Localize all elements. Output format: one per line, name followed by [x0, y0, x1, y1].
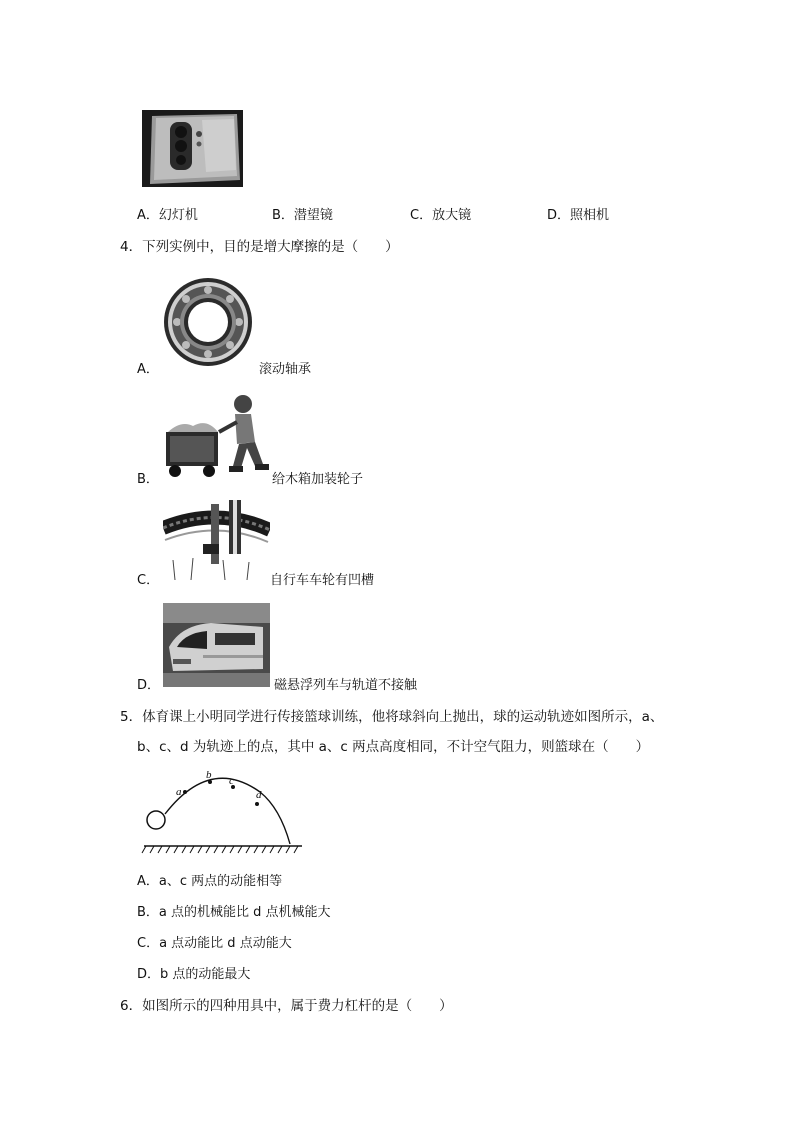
q4-option-d-caption: 磁悬浮列车与轨道不接触	[274, 678, 418, 693]
q3-option-c: C．放大镜	[410, 208, 472, 223]
q4-option-b-letter: B．	[137, 472, 159, 487]
bicycle-wheel-image	[163, 500, 270, 583]
q5-option-a: A．a、c 两点的动能相等	[137, 874, 283, 889]
trajectory-curve	[165, 778, 290, 844]
q5-option-d: D．b 点的动能最大	[137, 967, 251, 982]
q5-option-c: C．a 点动能比 d 点动能大	[137, 936, 292, 951]
q5-stem-line-1: 5．体育课上小明同学进行传接篮球训练，他将球斜向上抛出，球的运动轨迹如图所示，a、	[120, 709, 664, 725]
phone-camera-photo	[142, 110, 243, 187]
box-with-wheels-image	[163, 392, 273, 480]
label-d: d	[256, 789, 262, 801]
q5-stem-line-2: b、c、d 为轨迹上的点，其中 a、c 两点高度相同，不计空气阻力，则篮球在（ ）	[137, 739, 650, 755]
ball-bearing-image	[160, 276, 256, 368]
ground-hatching	[142, 846, 298, 853]
q4-option-c-letter: C．	[137, 573, 160, 588]
q5-option-b: B．a 点的机械能比 d 点机械能大	[137, 905, 331, 920]
label-b: b	[206, 769, 212, 781]
point-a	[183, 790, 187, 794]
basketball	[147, 811, 165, 829]
label-c: c	[229, 775, 234, 787]
q4-stem: 4．下列实例中，目的是增大摩擦的是（ ）	[120, 239, 399, 255]
q4-option-b-caption: 给木箱加装轮子	[272, 472, 364, 487]
q3-option-a: A．幻灯机	[137, 208, 198, 223]
q4-option-a-caption: 滚动轴承	[259, 362, 312, 377]
basketball-trajectory-figure	[140, 768, 308, 858]
label-a: a	[176, 786, 182, 798]
q4-option-d-letter: D．	[137, 678, 161, 693]
maglev-train-image	[163, 603, 270, 687]
q3-option-d: D．照相机	[547, 208, 610, 223]
q4-option-c-caption: 自行车车轮有凹槽	[270, 573, 375, 588]
q3-option-b: B．潜望镜	[272, 208, 333, 223]
point-d	[255, 802, 259, 806]
q4-option-a-letter: A．	[137, 362, 159, 377]
q6-stem: 6．如图所示的四种用具中，属于费力杠杆的是（ ）	[120, 998, 453, 1014]
